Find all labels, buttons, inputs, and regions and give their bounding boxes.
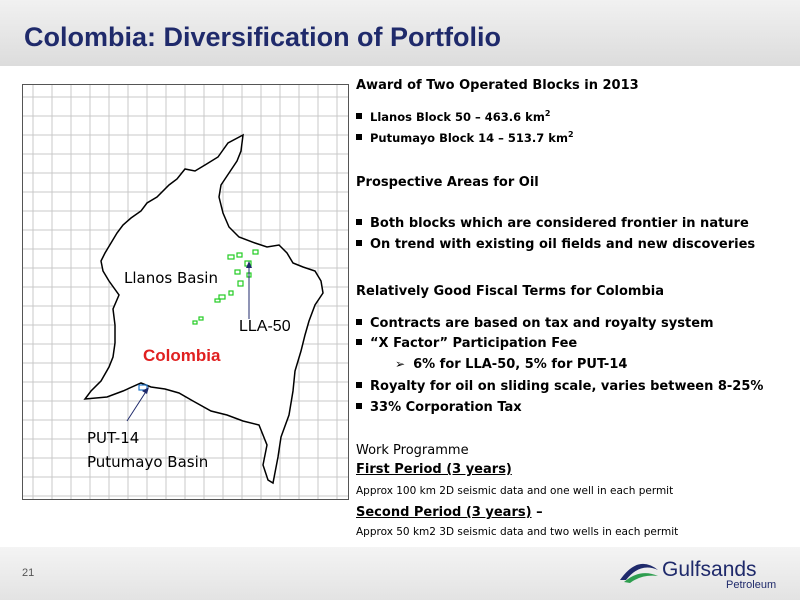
bullet-icon (356, 134, 362, 140)
bullet-icon (356, 339, 362, 345)
colombia-label: Colombia (143, 346, 221, 365)
fiscal-item-3: Royalty for oil on sliding scale, varies between 8-25% (356, 379, 763, 394)
award-item-2: Putumayo Block 14 – 513.7 $km^2$ (356, 130, 574, 145)
slide-title: Colombia: Diversification of Portfolio (24, 22, 502, 52)
put14-pointer (127, 390, 147, 421)
fiscal-item-1: Contracts are based on tax and royalty system (356, 316, 714, 331)
prospective-heading: Prospective Areas for Oil (356, 175, 539, 190)
award-heading: Award of Two Operated Blocks in 2013 (356, 78, 639, 93)
first-period-desc: Approx 100 km 2D seismic data and one well in each permit (356, 485, 674, 497)
work-heading: Work Programme (356, 443, 469, 458)
second-period-desc: Approx 50 km2 3D seismic data and two wells in each permit (356, 526, 679, 538)
second-period: Second Period (3 years) – (356, 505, 543, 520)
fiscal-item-2: “X Factor” Participation Fee (356, 336, 577, 351)
bullet-icon (356, 240, 362, 246)
bullet-icon (356, 319, 362, 325)
fiscal-heading: Relatively Good Fiscal Terms for Colombia (356, 284, 665, 299)
logo-subtitle: Petroleum (726, 579, 777, 591)
award-item-1: Llanos Block 50 – 463.6 $km^2$ (356, 109, 550, 124)
prospective-item-1: Both blocks which are considered frontier in nature (356, 216, 749, 231)
bullet-icon (356, 382, 362, 388)
bullet-icon (356, 113, 362, 119)
put14-pointer-head (142, 387, 149, 394)
put14-label: PUT-14 (87, 429, 140, 447)
bullet-icon (356, 403, 362, 409)
bullet-icon (356, 219, 362, 225)
arrow-bullet-icon: ➢ (395, 357, 406, 371)
map-graphic (23, 85, 348, 499)
llanos-basin-label: Llanos Basin (124, 269, 218, 287)
lla50-label: LLA-50 (239, 318, 291, 335)
gulfsands-logo-icon (618, 556, 660, 584)
prospective-item-2: On trend with existing oil fields and new discoveries (356, 237, 755, 252)
fiscal-sub-item: ➢ 6% for LLA-50, 5% for PUT-14 (395, 357, 628, 372)
page-number: 21 (22, 567, 35, 579)
logo-name: Gulfsands (662, 558, 757, 581)
colombia-map (22, 84, 349, 500)
first-period: First Period (3 years) (356, 462, 512, 477)
fiscal-item-4: 33% Corporation Tax (356, 400, 522, 415)
putumayo-basin-label: Putumayo Basin (87, 453, 209, 471)
